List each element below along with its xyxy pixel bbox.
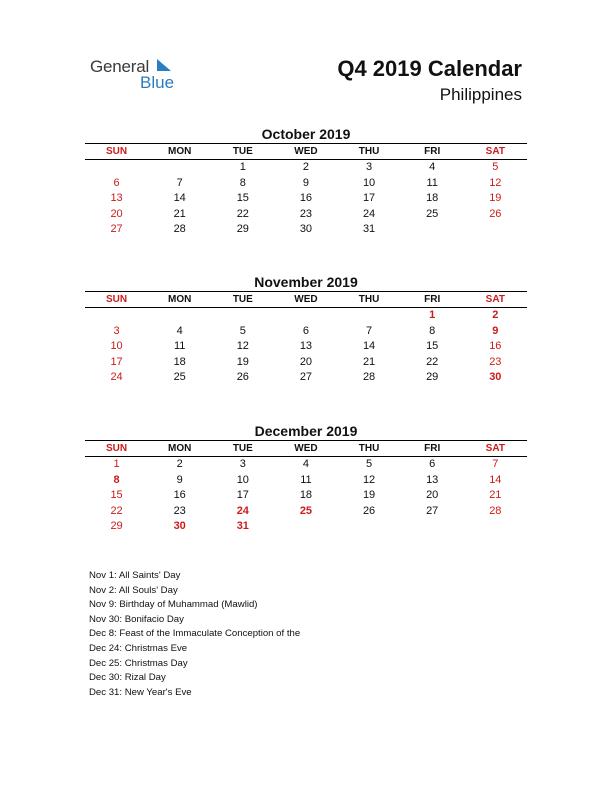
day-cell: 19 bbox=[362, 489, 376, 501]
day-cell: 17 bbox=[362, 192, 376, 204]
day-cell bbox=[401, 519, 464, 535]
day-cell: 16 bbox=[173, 489, 186, 501]
day-cell: 10 bbox=[236, 473, 249, 486]
weekday-header-row bbox=[85, 441, 527, 456]
day-cell: 5 bbox=[492, 161, 499, 173]
week-row bbox=[85, 488, 527, 504]
day-cell: 9 bbox=[176, 473, 183, 486]
month-title: October 2019 bbox=[261, 126, 351, 142]
day-cell: 18 bbox=[173, 355, 186, 368]
weekday-header-mon: MON bbox=[168, 146, 192, 157]
day-cell: 3 bbox=[366, 161, 373, 173]
holiday-list bbox=[89, 569, 300, 700]
day-cell: 18 bbox=[426, 192, 439, 204]
week-row bbox=[85, 504, 527, 520]
day-cell: 2 bbox=[492, 309, 499, 321]
logo-text-general: General bbox=[90, 57, 150, 76]
day-cell: 15 bbox=[426, 340, 439, 352]
day-cell bbox=[274, 519, 337, 535]
day-cell: 13 bbox=[110, 192, 123, 204]
weekday-header-row bbox=[85, 292, 527, 307]
day-cell: 16 bbox=[299, 192, 313, 204]
day-cell: 28 bbox=[362, 371, 376, 383]
day-cell: 22 bbox=[110, 504, 123, 517]
day-cell: 6 bbox=[429, 458, 436, 470]
day-cell: 9 bbox=[492, 324, 499, 337]
day-cell bbox=[148, 160, 211, 176]
day-cell: 26 bbox=[489, 207, 502, 220]
day-cell: 27 bbox=[299, 371, 313, 383]
day-cell: 3 bbox=[239, 458, 246, 470]
weekday-header-sat: SAT bbox=[485, 146, 505, 157]
day-cell: 28 bbox=[489, 504, 502, 517]
weekday-header-wed: WED bbox=[294, 294, 318, 305]
day-cell: 21 bbox=[489, 489, 502, 501]
day-cell: 20 bbox=[426, 489, 439, 501]
weekday-header-thu: THU bbox=[358, 294, 380, 305]
month-november bbox=[85, 273, 527, 386]
day-cell: 12 bbox=[489, 176, 502, 189]
week-row bbox=[85, 191, 527, 207]
day-cell: 10 bbox=[362, 176, 376, 189]
day-cell: 30 bbox=[489, 371, 502, 383]
week-row bbox=[85, 222, 527, 238]
weekday-header-fri: FRI bbox=[424, 146, 441, 157]
day-cell: 29 bbox=[426, 371, 439, 383]
day-cell bbox=[85, 308, 148, 324]
day-cell: 22 bbox=[426, 355, 439, 368]
month-october bbox=[85, 125, 527, 238]
day-cell: 21 bbox=[362, 355, 376, 368]
day-cell: 29 bbox=[110, 520, 123, 532]
holiday-list-item: Dec 24: Christmas Eve bbox=[89, 642, 188, 654]
day-cell: 21 bbox=[173, 207, 186, 220]
day-cell: 29 bbox=[236, 223, 249, 235]
day-cell bbox=[464, 222, 527, 238]
day-cell: 1 bbox=[429, 309, 436, 321]
day-cell bbox=[464, 519, 527, 535]
weekday-header-wed: WED bbox=[294, 146, 318, 157]
day-cell: 26 bbox=[236, 371, 249, 383]
week-row bbox=[85, 473, 527, 489]
weekday-header-sun: SUN bbox=[106, 443, 128, 454]
day-cell: 31 bbox=[236, 520, 249, 532]
weekday-header-sun: SUN bbox=[106, 146, 128, 157]
day-cell: 13 bbox=[426, 473, 439, 486]
day-cell bbox=[338, 519, 401, 535]
weekday-header-fri: FRI bbox=[424, 294, 441, 305]
day-cell: 8 bbox=[429, 324, 436, 337]
day-cell: 25 bbox=[299, 504, 313, 517]
holiday-list-item: Dec 8: Feast of the Immaculate Conception of the bbox=[89, 628, 301, 640]
day-cell: 23 bbox=[489, 355, 502, 368]
holiday-list-item: Dec 31: New Year's Eve bbox=[89, 686, 192, 698]
week-row bbox=[85, 370, 527, 386]
weekday-header-tue: TUE bbox=[232, 443, 253, 454]
day-cell: 5 bbox=[239, 324, 246, 337]
weekday-header-row bbox=[85, 144, 527, 159]
month-december bbox=[85, 422, 527, 535]
holiday-list-item: Dec 25: Christmas Day bbox=[89, 657, 188, 669]
day-cell: 30 bbox=[299, 223, 313, 235]
holiday-list-item: Nov 1: All Saints' Day bbox=[89, 570, 181, 581]
day-cell: 2 bbox=[302, 161, 309, 173]
page-title: Q4 2019 Calendar bbox=[337, 56, 522, 81]
month-title: November 2019 bbox=[254, 274, 358, 290]
day-cell: 24 bbox=[110, 371, 123, 383]
day-cell: 31 bbox=[362, 223, 376, 235]
day-cell: 15 bbox=[110, 489, 123, 501]
day-cell: 2 bbox=[176, 458, 183, 470]
logo-flag-icon bbox=[157, 59, 171, 73]
weekday-header-sat: SAT bbox=[485, 294, 505, 305]
day-cell: 19 bbox=[236, 355, 249, 368]
day-cell: 30 bbox=[173, 520, 186, 532]
day-cell: 11 bbox=[173, 340, 186, 352]
day-cell: 23 bbox=[173, 504, 186, 517]
day-cell: 8 bbox=[239, 176, 246, 189]
day-cell: 12 bbox=[236, 340, 249, 352]
holiday-list-item: Nov 9: Birthday of Muhammad (Mawlid) bbox=[89, 599, 258, 611]
week-row bbox=[85, 207, 527, 223]
day-cell: 27 bbox=[110, 223, 123, 235]
day-cell: 7 bbox=[492, 458, 499, 470]
holiday-list-item: Nov 30: Bonifacio Day bbox=[89, 613, 184, 625]
day-cell bbox=[274, 308, 337, 324]
weekday-header-thu: THU bbox=[358, 443, 380, 454]
page-subtitle: Philippines bbox=[439, 85, 522, 104]
day-cell: 7 bbox=[176, 176, 183, 189]
day-cell: 4 bbox=[176, 324, 183, 337]
week-row bbox=[85, 324, 527, 340]
day-cell: 6 bbox=[113, 176, 120, 189]
day-cell: 13 bbox=[299, 340, 313, 352]
holiday-list-item: Dec 30: Rizal Day bbox=[89, 672, 166, 684]
month-grid bbox=[85, 308, 527, 386]
day-cell bbox=[338, 308, 401, 324]
day-cell: 15 bbox=[236, 192, 249, 204]
day-cell: 16 bbox=[489, 340, 502, 352]
month-title: December 2019 bbox=[254, 423, 358, 439]
day-cell bbox=[148, 308, 211, 324]
day-cell: 7 bbox=[366, 324, 373, 337]
weekday-header-mon: MON bbox=[168, 294, 192, 305]
month-grid bbox=[85, 457, 527, 535]
day-cell: 24 bbox=[362, 207, 376, 220]
week-row bbox=[85, 308, 527, 324]
day-cell: 3 bbox=[113, 324, 120, 337]
week-row bbox=[85, 519, 527, 535]
week-row bbox=[85, 160, 527, 176]
week-row bbox=[85, 355, 527, 371]
day-cell: 6 bbox=[302, 324, 309, 337]
day-cell: 14 bbox=[489, 473, 502, 486]
week-row bbox=[85, 457, 527, 473]
day-cell: 25 bbox=[173, 371, 186, 383]
day-cell: 10 bbox=[110, 340, 123, 352]
day-cell: 17 bbox=[110, 355, 123, 368]
week-row bbox=[85, 176, 527, 192]
weekday-header-mon: MON bbox=[168, 443, 192, 454]
holiday-list-item: Nov 2: All Souls' Day bbox=[89, 584, 178, 596]
day-cell bbox=[401, 222, 464, 238]
generalblue-logo bbox=[90, 57, 190, 93]
day-cell: 1 bbox=[113, 458, 120, 470]
day-cell: 20 bbox=[110, 207, 123, 220]
day-cell: 23 bbox=[299, 207, 313, 220]
day-cell bbox=[211, 308, 274, 324]
month-grid bbox=[85, 160, 527, 238]
logo-text-blue: Blue bbox=[140, 73, 175, 92]
weekday-header-fri: FRI bbox=[424, 443, 441, 454]
day-cell: 1 bbox=[239, 161, 246, 173]
weekday-header-tue: TUE bbox=[232, 294, 253, 305]
weekday-header-sat: SAT bbox=[485, 443, 505, 454]
day-cell: 28 bbox=[173, 223, 186, 235]
weekday-header-sun: SUN bbox=[106, 294, 128, 305]
day-cell: 19 bbox=[489, 192, 502, 204]
day-cell: 9 bbox=[302, 176, 309, 189]
day-cell: 8 bbox=[113, 473, 120, 486]
day-cell: 27 bbox=[426, 504, 439, 517]
day-cell: 4 bbox=[429, 161, 436, 173]
day-cell: 5 bbox=[366, 458, 373, 470]
day-cell: 26 bbox=[362, 504, 376, 517]
day-cell: 24 bbox=[236, 504, 249, 517]
day-cell: 4 bbox=[302, 458, 309, 470]
day-cell: 20 bbox=[299, 355, 313, 368]
day-cell bbox=[85, 160, 148, 176]
day-cell: 18 bbox=[299, 489, 313, 501]
week-row bbox=[85, 339, 527, 355]
weekday-header-thu: THU bbox=[358, 146, 380, 157]
day-cell: 17 bbox=[236, 489, 249, 501]
weekday-header-wed: WED bbox=[294, 443, 318, 454]
day-cell: 22 bbox=[236, 207, 249, 220]
day-cell: 12 bbox=[362, 473, 376, 486]
day-cell: 11 bbox=[300, 473, 312, 486]
day-cell: 25 bbox=[426, 207, 439, 220]
day-cell: 14 bbox=[362, 340, 376, 352]
day-cell: 14 bbox=[173, 192, 186, 204]
weekday-header-tue: TUE bbox=[232, 146, 253, 157]
day-cell: 11 bbox=[426, 176, 438, 189]
